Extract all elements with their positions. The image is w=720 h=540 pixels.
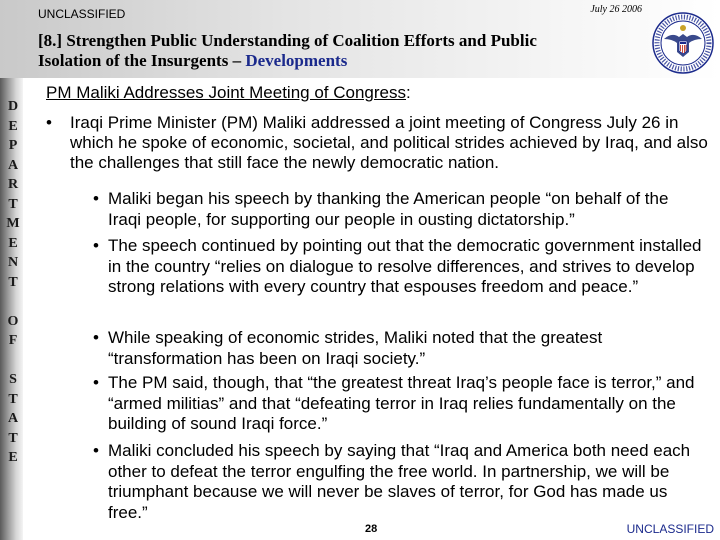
sub-bullet-marker: • bbox=[93, 189, 99, 208]
title-highlight: Developments bbox=[245, 51, 348, 70]
page-number: 28 bbox=[365, 523, 378, 535]
sub-bullet-text: Maliki began his speech by thanking the American people “on behalf of the Iraqi people, for supporting our people in ousting dictatorship.” bbox=[108, 189, 669, 229]
sidebar-letter: P bbox=[8, 138, 18, 153]
slide-date: July 26 2006 bbox=[590, 4, 642, 15]
subtitle-text: PM Maliki Addresses Joint Meeting of Congress bbox=[46, 83, 406, 102]
sub-bullet-marker: • bbox=[93, 328, 99, 347]
sidebar-letter: A bbox=[7, 157, 19, 173]
sub-bullet-marker: • bbox=[93, 441, 99, 460]
subtitle-suffix: : bbox=[406, 83, 411, 102]
sidebar-letter: T bbox=[8, 196, 18, 212]
sub-bullet-text: The PM said, though, that “the greatest threat Iraq’s people face is terror,” and “armed militias” and that “defeating terror in Iraq relies fundamentally on the building of sound Iraqi force.” bbox=[108, 373, 695, 434]
sidebar-letter: A bbox=[7, 411, 19, 426]
sidebar-letter: E bbox=[8, 450, 18, 465]
sidebar-letter: E bbox=[8, 235, 18, 251]
main-bullet-marker: • bbox=[46, 113, 52, 132]
sidebar-letter: N bbox=[7, 255, 19, 270]
sidebar-letter-gap bbox=[4, 351, 22, 371]
sidebar-letter: E bbox=[8, 118, 18, 134]
classification-marking-bottom: UNCLASSIFIED bbox=[626, 522, 714, 536]
sub-bullet-marker: • bbox=[93, 373, 99, 392]
sidebar-lettering bbox=[4, 97, 22, 468]
sidebar-letter: R bbox=[7, 177, 19, 192]
sidebar-letter: M bbox=[6, 216, 20, 231]
sub-bullet-text: While speaking of economic strides, Maliki noted that the greatest “transformation has been on Iraqi society.” bbox=[108, 328, 603, 368]
title-main: [8.] Strengthen Public Understanding of Coalition Efforts and Public Isolation of the Insurgents – bbox=[38, 31, 537, 70]
classification-marking-top: UNCLASSIFIED bbox=[38, 7, 126, 21]
sub-bullet-text: The speech continued by pointing out that the democratic government installed in the country “relies on dialogue to resolve differences, and strives to develop strong relations with every country that espouses freedom and peace.” bbox=[108, 236, 702, 297]
sidebar-letter: T bbox=[8, 274, 18, 290]
sidebar-letter: T bbox=[8, 391, 18, 407]
department-of-state-seal-icon bbox=[652, 12, 714, 74]
sidebar-letter: D bbox=[7, 99, 19, 114]
sub-bullet-marker: • bbox=[93, 236, 99, 255]
sidebar-letter: S bbox=[9, 372, 17, 387]
sidebar-letter: F bbox=[8, 333, 18, 348]
sub-bullet-text: Maliki concluded his speech by saying that “Iraq and America both need each other to defeat the terror engulfing the free world. In partnership, we will be triumphant because we will never be slaves of terror, for God has made us free.” bbox=[108, 441, 691, 522]
sidebar-letter: T bbox=[8, 430, 18, 446]
main-bullet-text: Iraqi Prime Minister (PM) Maliki addressed a joint meeting of Congress July 26 in which he spoke of economic, societal, and political strides achieved by Iraq, and also the challenges that still face the newly democratic nation. bbox=[70, 113, 708, 172]
section-subtitle bbox=[46, 83, 411, 103]
slide-title bbox=[38, 31, 598, 71]
sidebar-letter-gap bbox=[4, 292, 22, 312]
sidebar-letter: O bbox=[7, 313, 19, 329]
